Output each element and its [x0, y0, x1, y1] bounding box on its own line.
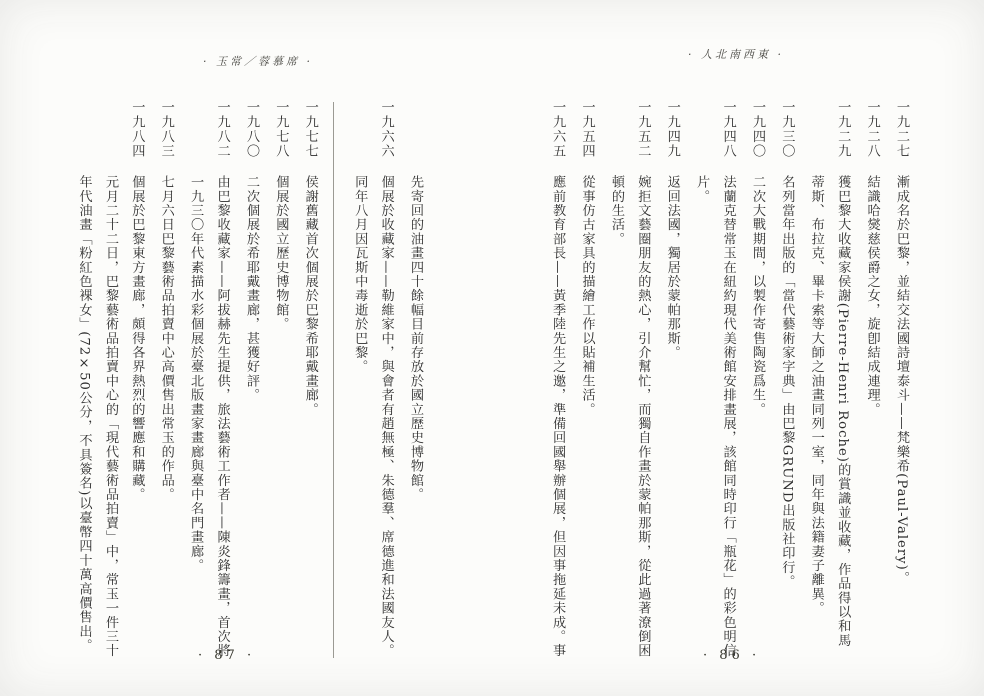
page-header-left: · 玉常／蓉慕席 · — [203, 55, 313, 68]
right-page — [539, 100, 914, 660]
entry-text: 從事仿古家具的描繪工作以貼補生活。 — [579, 175, 595, 417]
chronology-entry-1929 — [802, 100, 855, 660]
entry-year: 一九四〇 — [749, 100, 765, 159]
chronology-entry-1927 — [888, 100, 914, 660]
page-header-right: · 人北南西東 · — [688, 48, 784, 61]
left-page — [56, 100, 428, 660]
entry-year: 一九五四 — [579, 100, 595, 159]
entry-text: 個展於收藏家——勒維家中，與會者有趙無極、朱德羣、席德進和法國友人。同年八月因瓦斯中毒逝於巴黎。 — [352, 175, 394, 658]
chronology-entry-1984 — [70, 100, 149, 660]
chronology-entry-1965-continuation — [402, 100, 428, 660]
entry-text: 由巴黎收藏家——阿拔赫先生提供，旅法藝術工作者——陳炎鋒籌畫，首次將一九三〇年代素描水彩個展於臺北版畫家畫廊與臺中名門畫廊。 — [188, 175, 230, 658]
entry-text: 侯謝舊藏首次個展於巴黎希耶戴畫廊。 — [302, 175, 318, 417]
entry-year: 一九六五 — [550, 100, 566, 159]
chronology-entry-1954 — [573, 100, 599, 660]
entry-text: 七月六日巴黎藝術品拍賣中心高價售出常玉的作品。 — [158, 175, 174, 502]
chronology-entry-1966 — [346, 100, 399, 660]
chronology-entry-1928 — [858, 100, 884, 660]
chronology-entry-1982 — [182, 100, 235, 660]
chronology-entry-1940 — [744, 100, 770, 660]
entry-text: 返回法國，獨居於蒙帕那斯。 — [664, 175, 680, 360]
entry-year: 一九四八 — [720, 100, 736, 159]
chronology-entry-1965 — [544, 100, 570, 660]
section-divider — [333, 102, 334, 658]
entry-year: 一九二八 — [864, 100, 880, 159]
chronology-entry-1930 — [773, 100, 799, 660]
entry-text: 法蘭克替常玉在紐約現代美術館安排畫展，該館同時印行「瓶花」的彩色明信片。 — [694, 175, 736, 658]
entry-text: 名列當年出版的「當代藝術家字典」由巴黎GRUND出版社印行。 — [779, 175, 795, 589]
entry-text: 結識哈爕慈侯爵之女，旋卽結成連理。 — [864, 175, 880, 417]
entry-text: 元月二十二日，巴黎藝術品拍賣中心的「現代藝術品拍賣」中，常玉一件三十年代油畫「粉紅色裸女」(72×50公分，不具簽名)以臺幣四十萬高價售出。 — [76, 175, 118, 658]
entry-text: 二次個展於希耶戴畫廊，甚獲好評。 — [243, 175, 259, 403]
chronology-entry-1948 — [688, 100, 741, 660]
entry-year: 一九五二 — [635, 100, 651, 159]
entry-year: 一九八二 — [214, 100, 230, 159]
page-number-right: · 86 · — [703, 648, 761, 663]
chronology-entry-1977 — [296, 100, 322, 660]
entry-year: 一九六六 — [378, 100, 394, 159]
entry-year: 一九八四 — [129, 100, 145, 159]
chronology-entry-1983 — [152, 100, 178, 660]
chronology-entry-1980 — [238, 100, 264, 660]
entry-year: 一九八〇 — [243, 100, 259, 159]
entry-text: 應前教育部長——黃季陸先生之邀，準備回國舉辦個展，但因事拖延未成。事 — [550, 175, 566, 658]
chronology-entry-1978 — [267, 100, 293, 660]
entry-year: 一九三〇 — [779, 100, 795, 159]
entry-text: 二次大戰期間，以製作寄售陶瓷爲生。 — [749, 175, 765, 417]
page-number-left: · 87 · — [198, 648, 256, 663]
entry-text: 婉拒文藝圈朋友的熱心，引介幫忙，而獨自作畫於蒙帕那斯，從此過著潦倒困頓的生活。 — [608, 175, 651, 658]
entry-year: 一九二九 — [835, 100, 851, 159]
entry-year: 一九八三 — [158, 100, 174, 159]
chronology-entry-1949 — [658, 100, 684, 660]
entry-year: 一九二七 — [894, 100, 909, 159]
chronology-entry-1952 — [603, 100, 656, 660]
entry-year: 一九七八 — [273, 100, 289, 159]
entry-text: 獲巴黎大收藏家侯謝(Pierre-Henri Roche)的賞識並收藏，作品得以和馬蒂斯、布拉克、畢卡索等大師之油畫同列一室，同年與法籍妻子離異。 — [808, 175, 851, 648]
entry-text: 先寄回的油畫四十餘幅目前存放於國立歷史博物館。 — [408, 175, 423, 502]
entry-year: 一九七七 — [302, 100, 318, 159]
entry-text: 個展於巴黎東方畫廊，頗得各界熱烈的響應和購藏。 — [129, 175, 145, 502]
entry-text: 個展於國立歷史博物館。 — [273, 175, 289, 332]
entry-year: 一九四九 — [664, 100, 680, 159]
entry-text: 漸成名於巴黎，並結交法國詩壇泰斗——梵樂希(Paul-Valery)。 — [894, 175, 909, 585]
